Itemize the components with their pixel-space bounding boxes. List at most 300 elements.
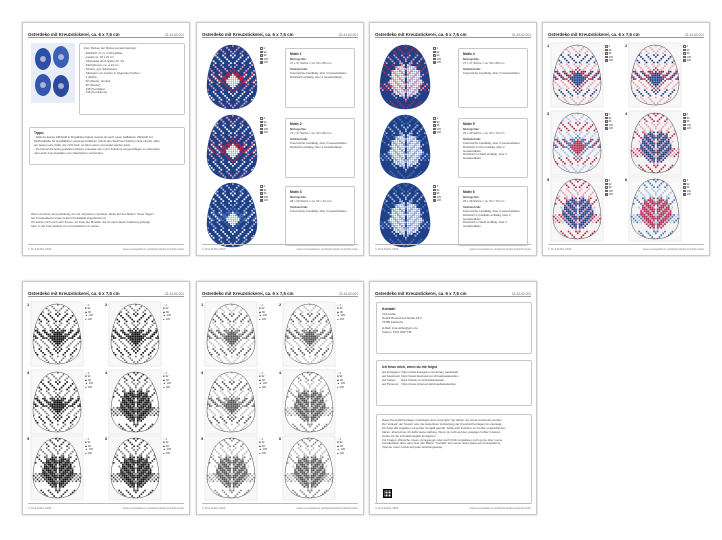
chart-number: 6 — [279, 436, 282, 441]
motif-title: Motiv 6 — [463, 190, 475, 194]
legend-symbol: ■ — [337, 375, 339, 379]
social-links — [382, 371, 526, 387]
page-header — [28, 287, 184, 297]
legend-swatch — [683, 120, 686, 123]
legend-swatch — [260, 54, 263, 57]
social-box — [376, 360, 532, 406]
legend-swatch — [260, 128, 263, 131]
legend-swatch — [433, 192, 436, 195]
legend-entry — [683, 127, 691, 131]
outro-text — [31, 213, 186, 229]
text-line: Stoffmalfarbe für Handflächen passend einfärben. Damit den Stoff beim Färben nicht einrollt, nähe — [34, 138, 160, 143]
motif-technique-line: Rückstich in Hellblau einfädig, über 2 Gewebefäden. — [463, 212, 511, 221]
motif-size: 27 x 37 Stiche = ca. 50 x 68 mm — [290, 130, 332, 135]
legend-entry — [163, 452, 171, 455]
text-line: 92 (Flieder, dunkel) — [84, 78, 111, 83]
legend-entry — [163, 318, 171, 321]
egg-pattern-chart — [111, 304, 159, 364]
contact-email[interactable]: E-Mail: irina.dolbe@gmx.de — [382, 325, 418, 330]
legend-symbol: ▲ — [85, 382, 88, 386]
legend-symbol: ○ — [163, 438, 165, 441]
legend-symbol: ○ — [337, 372, 339, 375]
qr-code-icon[interactable] — [383, 489, 392, 498]
color-legend — [433, 117, 441, 135]
legend-label: 135 — [88, 382, 93, 386]
text-line: auf Pinterest: https://www.pinterest.de/irinasbastelwelten — [382, 381, 456, 386]
footer-url[interactable]: www.crosspatterns.net/de/kunst/kreuzstichmuster — [642, 247, 704, 251]
chart-number: 4 — [105, 370, 108, 375]
legend-label: 135 — [340, 382, 345, 386]
legend-symbol: ◆ — [163, 310, 165, 314]
legend-swatch — [260, 61, 263, 64]
motif-technique-line: Kreuzstiche zweifädig, über 2 Gewebefäden. — [290, 70, 348, 75]
legend-symbol: ▲ — [337, 382, 340, 386]
footer-copyright: © Irina Dolbe 2023 — [202, 247, 226, 251]
legend-label: 96 — [88, 444, 91, 448]
chart-number: 1 — [201, 302, 204, 307]
legend-label: 135 — [263, 128, 268, 132]
motif-size: 28 x 39 Stiche = ca. 52 x 72 mm — [290, 198, 332, 203]
legend-swatch — [260, 185, 266, 189]
page-3 — [369, 22, 537, 256]
color-legend — [605, 45, 613, 63]
legend-swatch — [683, 124, 686, 127]
egg-pattern-chart — [380, 45, 430, 109]
legend-label: 92 — [608, 48, 612, 52]
legend-symbol: ○ — [259, 304, 261, 307]
legend-label: 96 — [262, 444, 265, 448]
legend-symbol: ■ — [337, 441, 339, 445]
legend-label: 136 — [339, 385, 344, 389]
footer-url[interactable]: www.crosspatterns.net/de/kunst/kreuzstichmuster — [296, 247, 358, 251]
text-line: auf Instagram: https://www.instagram.com/irinas_bastelwelt — [382, 370, 458, 374]
doc-title: Osterdeko mit Kreuzstickerei, ca. 6 x 7,5 cm — [28, 291, 120, 296]
color-legend — [337, 372, 345, 389]
motif-info-box — [285, 186, 355, 246]
legend-label: 136 — [263, 199, 268, 203]
legend-symbol: ■ — [85, 441, 87, 445]
legend-symbol: ▲ — [259, 382, 262, 386]
motif-size-label: Motivgröße: — [290, 127, 307, 131]
egg-pattern-chart — [207, 115, 257, 179]
legend-swatch — [605, 117, 608, 120]
legend-label: 136 — [608, 59, 613, 63]
legend-swatch — [683, 113, 689, 117]
legend-symbol: ● — [259, 317, 261, 321]
text-line: - Stickrahmen, ca. ø 13 cm — [84, 63, 119, 68]
motif-info-box — [458, 48, 528, 108]
legend-label: 135 — [436, 196, 441, 200]
legend-symbol: ● — [337, 385, 339, 389]
legend-symbol: ◆ — [337, 444, 339, 448]
footer-copyright: © Irina Dolbe 2023 — [375, 506, 399, 510]
color-legend — [605, 179, 613, 197]
legend-symbol: ▲ — [85, 314, 88, 318]
legend-swatch — [605, 179, 611, 183]
legend-label: 96 — [608, 52, 612, 56]
chart-number: 3 — [547, 111, 550, 116]
legend-label: 2 — [87, 304, 90, 307]
egg-pattern-chart — [285, 438, 333, 498]
page-footer — [202, 503, 358, 510]
legend-swatch — [260, 121, 263, 124]
legend-symbol: ■ — [259, 441, 261, 445]
color-legend — [337, 438, 345, 455]
legend-symbol: ● — [163, 451, 165, 455]
doc-title: Osterdeko mit Kreuzstickerei, ca. 6 x 7,5 cm — [28, 32, 120, 37]
legend-symbol: ○ — [85, 372, 87, 375]
legend-label: 135 — [166, 382, 171, 386]
legend-symbol: ▲ — [85, 448, 88, 452]
legend-entry — [605, 59, 613, 63]
egg-pattern-chart — [285, 304, 333, 364]
legend-symbol: ▲ — [163, 448, 166, 452]
legend-swatch — [683, 186, 686, 189]
legend-entry — [260, 131, 268, 135]
legend-label: 2 — [165, 304, 168, 307]
motif-size: 27 x 37 Stiche = ca. 50 x 68 mm — [290, 60, 332, 65]
legend-label: 135 — [166, 314, 171, 318]
legend-label: 136 — [436, 131, 441, 135]
legend-symbol: ◆ — [259, 444, 261, 448]
contact-phone: Telefon: 0721 8197735 — [382, 329, 412, 334]
footer-url[interactable]: www.crosspatterns.net/de/kunst/kreuzstichmuster — [469, 506, 531, 510]
legend-label: 136 — [686, 127, 691, 131]
legend-symbol: ▲ — [163, 382, 166, 386]
legend-label: 96 — [436, 192, 440, 196]
legend-label: 2 — [608, 179, 611, 183]
legend-label: 135 — [340, 314, 345, 318]
legend-label: 96 — [263, 124, 267, 128]
legend-symbol: ● — [85, 317, 87, 321]
legend-entry — [605, 193, 613, 197]
text-line: Ich würde mich auch sehr freuen, ein Foto der Modelle, die du nach dieser Anleitung gefertigt — [31, 219, 151, 224]
footer-url[interactable]: www.crosspatterns.net/de/kunst/kreuzstichmuster — [122, 506, 184, 510]
doc-number: 32-43-62-001 — [338, 33, 358, 37]
tips-list — [34, 136, 180, 156]
tips-box — [29, 127, 185, 165]
page-footer — [548, 244, 704, 251]
footer-url[interactable]: www.crosspatterns.net/de/kunst/kreuzstichmuster — [296, 506, 358, 510]
legend-swatch — [605, 59, 608, 62]
legend-label: 96 — [686, 52, 690, 56]
motif-title: Motiv 5 — [463, 122, 475, 126]
doc-title: Osterdeko mit Kreuzstickerei, ca. 6 x 7,5 cm — [375, 291, 467, 296]
legend-label: 136 — [263, 131, 268, 135]
legend-swatch — [683, 193, 686, 196]
legend-label: 2 — [261, 304, 264, 307]
page-4 — [542, 22, 710, 256]
legend-label: 96 — [263, 54, 267, 58]
color-legend — [683, 45, 691, 63]
chart-number: 1 — [27, 302, 30, 307]
motif-technique-line: Rückstich in Weiß einfädig, über 2 Gewebefäden. — [463, 152, 507, 161]
egg-pattern-chart — [553, 45, 601, 105]
legend-symbol: ● — [337, 317, 339, 321]
motif-title: Motiv 3 — [290, 190, 302, 194]
chart-number: 5 — [201, 436, 204, 441]
motif-technique-line: Rückstich in Rot einfädig, über 2 Gewebefäden. — [463, 144, 505, 153]
legend-swatch — [433, 131, 436, 134]
legend-swatch — [433, 124, 436, 127]
chart-number: 2 — [279, 302, 282, 307]
materials-box — [79, 43, 185, 115]
page-header — [548, 28, 704, 38]
legend-label: 135 — [608, 124, 613, 128]
legend-label: 92 — [87, 375, 91, 379]
motif-technique-line: Kreuzstiche zweifädig, über 2 Gewebefäden. — [463, 140, 521, 145]
legend-label: 136 — [165, 385, 170, 389]
legend-symbol: ● — [259, 385, 261, 389]
legend-label: 92 — [263, 188, 267, 192]
legend-label: 92 — [436, 120, 440, 124]
motif-technique-label: Sticktechnik: — [290, 66, 308, 71]
footer-copyright: © Irina Dolbe 2023 — [202, 506, 226, 510]
legend-entry — [260, 61, 268, 65]
footer-url[interactable]: www.crosspatterns.net/de/kunst/kreuzstichmuster — [469, 247, 531, 251]
legend-swatch — [683, 49, 686, 52]
text-line: auf Twitter: https://twitter.com/irinasbastelwelt — [382, 377, 444, 382]
doc-number: 32-43-62-001 — [338, 292, 358, 296]
motif-size-label: Motivgröße: — [463, 127, 480, 131]
legend-swatch — [605, 127, 608, 130]
motif-info-box — [458, 118, 528, 178]
legend-label: 92 — [608, 182, 612, 186]
legend-swatch — [605, 186, 608, 189]
legend-label: 135 — [262, 314, 267, 318]
egg-pattern-chart — [631, 45, 679, 105]
legend-label: 136 — [261, 317, 266, 321]
egg-pattern-chart — [33, 438, 81, 498]
legend-swatch — [683, 45, 689, 49]
color-legend — [259, 372, 267, 389]
legend-swatch — [433, 51, 436, 54]
chart-number: 6 — [625, 177, 628, 182]
legend-symbol: ○ — [259, 438, 261, 441]
legend-label: 136 — [87, 385, 92, 389]
legend-swatch — [433, 47, 439, 51]
legal-box — [376, 414, 532, 504]
legend-entry — [85, 452, 93, 455]
legend-symbol: ◆ — [259, 378, 261, 382]
legend-label: 96 — [608, 186, 612, 190]
legend-label: 96 — [436, 124, 440, 128]
legend-symbol: ■ — [85, 375, 87, 379]
legend-entry — [259, 318, 267, 321]
color-legend — [260, 47, 268, 65]
color-legend — [85, 438, 93, 455]
legend-label: 2 — [339, 304, 342, 307]
motif-technique-line: Rückstich einfädig, über 2 Gewebefäden. — [290, 74, 343, 79]
color-legend — [260, 117, 268, 135]
motif-technique-line: Kreuzstiche zweifädig, über 2 Gewebefäden. — [463, 208, 521, 213]
legend-swatch — [605, 193, 608, 196]
text-line: - Zählstoff, 27 ct, in Royalblau, — [84, 51, 123, 56]
legend-swatch — [433, 185, 439, 189]
color-legend — [85, 372, 93, 389]
legend-label: 136 — [608, 127, 613, 131]
legend-label: 96 — [436, 54, 440, 58]
text-line: oder auch zum Gestalten von Osterkarten verwenden. — [34, 150, 104, 155]
legend-label: 135 — [686, 190, 691, 194]
legend-entry — [259, 386, 267, 389]
legend-entry — [433, 61, 441, 65]
legend-label: 96 — [340, 444, 343, 448]
page-header — [375, 28, 531, 38]
legend-label: 2 — [263, 117, 266, 121]
contact-street: Rudolf-Breitscheid-Straße 18 C — [382, 315, 423, 320]
legend-symbol: ◆ — [85, 378, 87, 382]
chart-number: 2 — [105, 302, 108, 307]
chart-number: 4 — [279, 370, 282, 375]
legend-label: 2 — [608, 113, 611, 117]
contact-box — [376, 302, 532, 354]
legend-swatch — [683, 183, 686, 186]
legend-swatch — [605, 190, 608, 193]
contact-city: 76189 Karlsruhe — [382, 319, 404, 324]
legend-swatch — [433, 189, 436, 192]
legend-label: 135 — [263, 196, 268, 200]
legend-symbol: ◆ — [85, 310, 87, 314]
legend-label: 2 — [436, 117, 439, 121]
legend-label: 96 — [262, 378, 265, 382]
motif-size: 29 x 39 Stiche = ca. 54 x 73 mm — [463, 198, 505, 203]
egg-pattern-chart — [207, 438, 255, 498]
legend-swatch — [605, 120, 608, 123]
legend-symbol: ○ — [85, 438, 87, 441]
legend-symbol: ▲ — [337, 314, 340, 318]
legend-label: 2 — [686, 179, 689, 183]
egg-pattern-chart — [111, 438, 159, 498]
legend-label: 136 — [87, 451, 92, 455]
legend-symbol: ○ — [163, 304, 165, 307]
legend-swatch — [433, 121, 436, 124]
legend-symbol: ▲ — [163, 314, 166, 318]
page-header — [375, 287, 531, 297]
motif-technique-line: Kreuzstiche zweifädig, über 2 Gewebefäden. — [463, 70, 521, 75]
footer-url[interactable]: www.crosspatterns.net/de/kunst/kreuzstichmuster — [122, 247, 184, 251]
legend-symbol: ◆ — [163, 378, 165, 382]
legend-entry — [683, 193, 691, 197]
social-heading: Ich freue mich, wenn du mir folgst — [382, 365, 438, 369]
legend-label: 2 — [339, 438, 342, 441]
legend-swatch — [433, 61, 436, 64]
motif-technique-line: Kreuzstiche zweifädig, über 2 Gewebefäden. — [290, 140, 348, 145]
legend-swatch — [260, 51, 263, 54]
legend-label: 136 — [339, 317, 344, 321]
legend-label: 96 — [88, 310, 91, 314]
legend-label: 92 — [339, 375, 343, 379]
legend-swatch — [260, 196, 263, 199]
motif-technique-label: Sticktechnik: — [463, 204, 481, 209]
footer-copyright: © Irina Dolbe 2023 — [548, 247, 572, 251]
legend-symbol: ▲ — [337, 448, 340, 452]
doc-title: Osterdeko mit Kreuzstickerei, ca. 6 x 7,5 cm — [202, 291, 294, 296]
legend-label: 136 — [436, 199, 441, 203]
page-1 — [22, 22, 190, 256]
legend-swatch — [260, 199, 263, 202]
page-footer — [28, 503, 184, 510]
legend-symbol: ● — [259, 451, 261, 455]
legend-label: 136 — [263, 61, 268, 65]
egg-pattern-chart — [111, 372, 159, 432]
doc-number: 32-43-62-001 — [164, 33, 184, 37]
legend-swatch — [683, 52, 686, 55]
color-legend — [433, 47, 441, 65]
doc-number: 32-43-62-001 — [684, 33, 704, 37]
motif-size-label: Motivgröße: — [290, 57, 307, 61]
legend-swatch — [260, 189, 263, 192]
legend-label: 2 — [165, 438, 168, 441]
legend-symbol: ■ — [259, 307, 261, 311]
legend-symbol: ◆ — [259, 310, 261, 314]
legend-swatch — [605, 56, 608, 59]
legend-symbol: ▲ — [259, 448, 262, 452]
page-header — [202, 287, 358, 297]
text-line: hast, in der Foto-Galerie von Crosspatterns zu sehen. — [31, 223, 100, 228]
motif-size-label: Motivgröße: — [463, 57, 480, 61]
legend-label: 92 — [261, 375, 265, 379]
legend-entry — [433, 199, 441, 203]
legend-label: 92 — [87, 441, 91, 445]
legend-label: 2 — [436, 47, 439, 51]
legend-symbol: ◆ — [337, 310, 339, 314]
text-line: Kontaktdaten oben oder über den Button "Kontakt" auf meiner Store-Seite auf Crosspatterns — [382, 441, 501, 446]
legend-label: 92 — [263, 50, 267, 54]
legend-entry — [163, 386, 171, 389]
legend-label: 135 — [608, 190, 613, 194]
motif-technique-label: Sticktechnik: — [290, 204, 308, 209]
color-legend — [259, 438, 267, 455]
legend-label: 92 — [686, 116, 690, 120]
color-legend — [433, 185, 441, 203]
color-legend — [683, 179, 691, 197]
egg-pattern-chart — [207, 183, 257, 247]
legend-entry — [433, 131, 441, 135]
doc-number: 32-43-62-001 — [511, 33, 531, 37]
text-line: Der Verkauf, der Tausch oder die kostenlose Verbreitung der Kreuzstichvorlagen ist untersagt. — [382, 421, 503, 426]
page-footer — [375, 244, 531, 251]
text-line: 2 (Weiß) — [84, 74, 97, 79]
text-line: haben, übernehme ich dafür keine Haftung. Wenn du mich auf den etwaigen Fehler hinweist, — [382, 429, 501, 434]
legend-label: 136 — [608, 193, 613, 197]
legend-label: 135 — [686, 56, 691, 60]
legend-symbol: ◆ — [163, 444, 165, 448]
legend-label: 96 — [340, 310, 343, 314]
legend-label: 135 — [436, 58, 441, 62]
legend-entry — [85, 318, 93, 321]
legend-label: 135 — [166, 448, 171, 452]
footer-copyright: © Irina Dolbe 2023 — [28, 506, 52, 510]
legend-label: 96 — [608, 120, 612, 124]
legend-label: 135 — [88, 448, 93, 452]
legend-symbol: ▲ — [259, 314, 262, 318]
text-line: Ich habe alle Angaben mit großer Sorgfalt geprüft. Sollte sich trotzdem ein Fehler eingeschlichen — [382, 425, 506, 430]
legend-swatch — [260, 124, 263, 127]
legend-entry — [259, 452, 267, 455]
legend-symbol: ○ — [337, 304, 339, 307]
legend-swatch — [605, 113, 611, 117]
motif-technique-label: Sticktechnik: — [463, 136, 481, 141]
chart-number: 3 — [27, 370, 30, 375]
text-line: 96 (Flieder) — [84, 82, 101, 87]
legend-swatch — [683, 117, 686, 120]
motif-title: Motiv 1 — [290, 52, 302, 56]
color-legend — [260, 185, 268, 203]
legend-swatch — [605, 124, 608, 127]
legend-label: 136 — [261, 451, 266, 455]
page-6 — [196, 281, 364, 515]
